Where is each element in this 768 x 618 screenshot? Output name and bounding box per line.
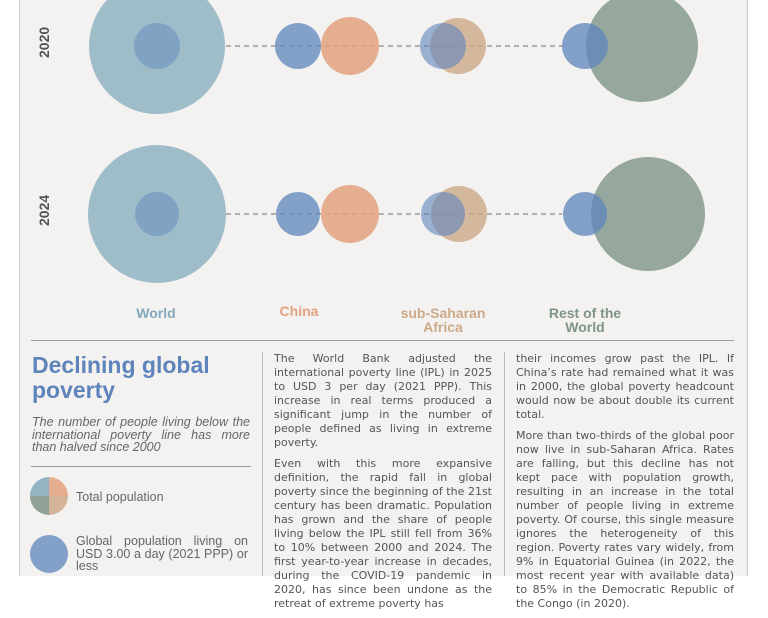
year-label-2020: 2020 [36, 26, 52, 58]
legend-quadrant-china [49, 477, 68, 496]
column-divider-1 [262, 352, 263, 576]
region-label-china-line1: China [279, 303, 319, 319]
section-divider [31, 340, 734, 341]
china-poor-bubble-2020 [275, 23, 321, 69]
legend-quadrant-row [30, 496, 49, 515]
row-2024 [88, 145, 705, 283]
row-poor-bubble-2020 [562, 23, 608, 69]
paragraph: Even with this more expansive definition, the rapid fall in global poverty since the beginning of the 21st century has been dramatic. Population has grown and the share of people living below the IPL still fell from 36% to 10% between 2000 and 2024. The first year-to-year increase in decades, during the COVID-19 pandemic in 2020, has since been undone as the retreat of extreme poverty has [274, 457, 492, 610]
column-divider-2 [504, 352, 505, 576]
legend-poor-circle [30, 535, 68, 573]
region-label-row-line1: Rest of the [548, 305, 622, 321]
row-2020 [89, 0, 698, 114]
legend-poor-label: Global population living on USD 3.00 a day (2021 PPP) or less [76, 534, 248, 573]
legend-quadrant-ssa [49, 496, 68, 515]
paragraph: The World Bank adjusted the international poverty line (IPL) in 2025 to USD 3 per day (2021 PPP). This increase in real terms produced a significant jump in the number of people defined as living in extreme poverty. [274, 352, 492, 449]
region-label-ssa-line1: sub-Saharan [400, 305, 486, 321]
article-subtitle: The number of people living below the international poverty line has more than halved since 2000 [32, 415, 250, 454]
ssa-poor-bubble-2020 [420, 23, 466, 69]
ssa-poor-bubble-2024 [421, 192, 465, 236]
paragraph: More than two-thirds of the global poor now live in sub-Saharan Africa. Rates are falling, but this decline has not kept pace with population growth, resulting in an increase in the total number of people living in extreme poverty. Of course, this single measure ignores the heterogeneity of this region. Poverty rates vary widely, from 9% in Equatorial Guinea (in 2022, the most recent year with available data) to 85% in the Democratic Republic of the Congo (in 2020). [516, 429, 734, 610]
region-label-ssa-line2: Africa [423, 319, 463, 335]
row-poor-bubble-2024 [563, 192, 607, 236]
region-label-china [259, 304, 339, 318]
world-poor-bubble-2020 [134, 23, 180, 69]
article-title: Declining global poverty [32, 352, 210, 403]
year-label-2024: 2024 [36, 194, 52, 226]
region-label-world-line1: World [136, 305, 176, 321]
region-label-row [530, 306, 640, 334]
legend-quadrant-world [30, 477, 49, 496]
region-label-ssa [388, 306, 498, 334]
poor-population-legend-icon [30, 535, 70, 575]
article-column-2 [516, 352, 734, 618]
world-poor-bubble-2024 [135, 192, 179, 236]
china-total-bubble-2020 [321, 17, 379, 75]
region-label-world [116, 306, 196, 320]
paragraph: their incomes grow past the IPL. If China’s rate had remained what it was in 2000, the global poverty headcount would now be about double its current total. [516, 352, 734, 421]
china-poor-bubble-2024 [276, 192, 320, 236]
row-total-bubble-2024 [591, 157, 705, 271]
article-column-1 [274, 352, 492, 618]
legend-divider [31, 466, 251, 467]
total-population-legend-icon [30, 477, 70, 517]
region-label-row-line2: World [565, 319, 605, 335]
china-total-bubble-2024 [321, 185, 379, 243]
legend-total-label: Total population [76, 490, 164, 504]
